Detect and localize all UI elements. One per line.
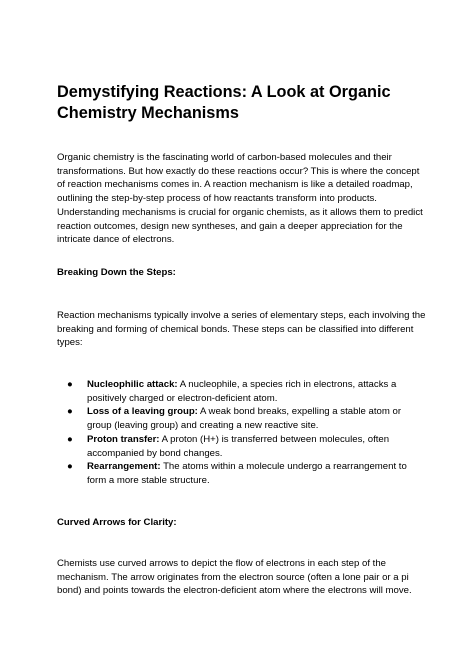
mechanism-step-list [57,378,427,488]
list-item-text: A weak bond breaks, expelling a stable atom or group (leaving group) and creating a new reactive site. [87,406,402,432]
document-title: Demystifying Reactions: A Look at Organic Chemistry Mechanisms [57,83,391,122]
list-item-term: Nucleophilic attack: [87,379,178,390]
curved-arrows-paragraph: Chemists use curved arrows to depict the flow of electrons in each step of the mechanism. The arrow originates from the electron source (often a lone pair or a pi bond) and points towards the electron-deficient atom where the electrons will move. [57,558,412,597]
section-heading-steps: Breaking Down the Steps: [57,267,176,278]
list-item-text: The atoms within a molecule undergo a rearrangement to form a more stable structure. [87,461,407,486]
list-item-text: A proton (H+) is transferred between molecules, often accompanied by bond changes. [87,433,390,459]
list-item [57,378,427,405]
list-item [57,460,427,487]
bullet-icon: ● [67,461,73,473]
list-item [57,433,427,460]
bullet-icon: ● [67,433,73,445]
list-item-term: Proton transfer: [87,433,160,445]
section-heading-curved-arrows: Curved Arrows for Clarity: [57,517,177,528]
bullet-icon: ● [67,379,73,390]
steps-paragraph: Reaction mechanisms typically involve a series of elementary steps, each involving the breaking and forming of chemical bonds. These steps can be classified into different types: [57,310,426,349]
bullet-icon: ● [67,406,73,418]
list-item [57,405,427,432]
list-item-text: A nucleophile, a species rich in electrons, attacks a positively charged or electron-deficient atom. [87,379,397,404]
list-item-term: Rearrangement: [87,461,161,473]
intro-paragraph: Organic chemistry is the fascinating world of carbon-based molecules and their transformations. But how exactly do these reactions occur? This is where the concept of reaction mechanisms comes in. A reaction mechanism is like a detailed roadmap, outlining the step-by-step process of how reactants transform into products. Understanding mechanisms is crucial for organic chemists, as it allows them to predict reaction outcomes, design new syntheses, and gain a deeper appreciation for the intricate dance of electrons. [57,152,423,246]
list-item-term: Loss of a leaving group: [87,406,198,418]
